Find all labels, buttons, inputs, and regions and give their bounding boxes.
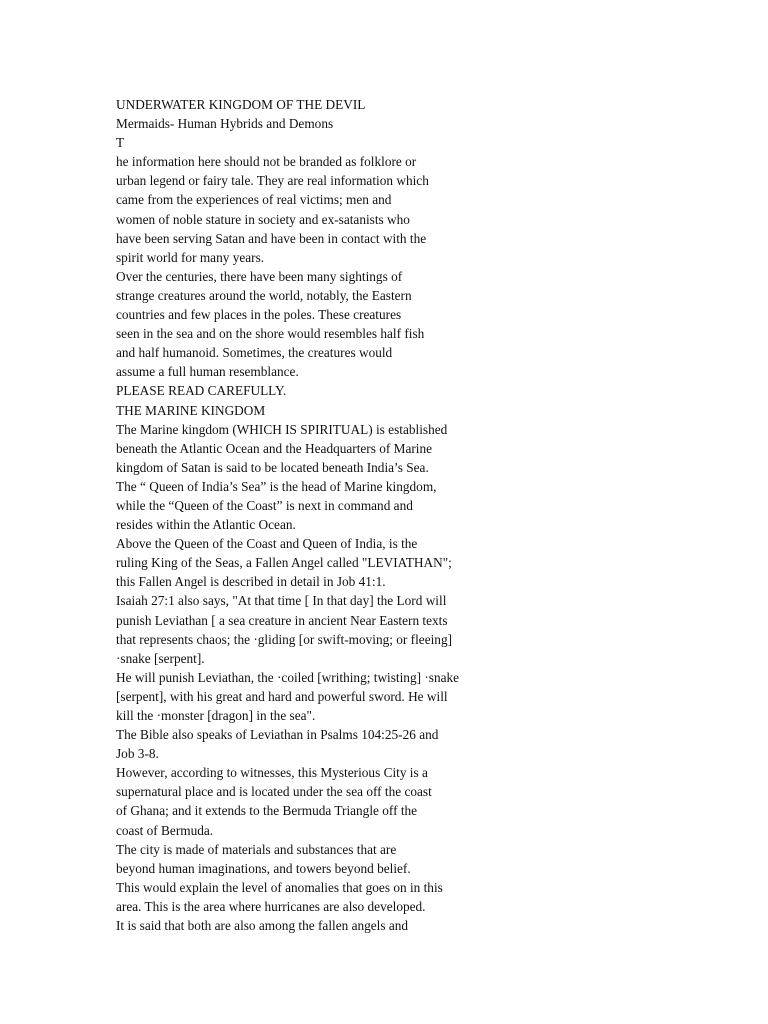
text-line: kill the ·monster [dragon] in the sea". — [116, 708, 316, 723]
section-heading: THE MARINE KINGDOM — [116, 402, 266, 418]
text-line: countries and few places in the poles. These creatures — [116, 307, 402, 323]
text-line: Isaiah 27:1 also says, "At that time [ In that day] the Lord will — [116, 593, 447, 609]
text-line: assume a full human resemblance. — [116, 364, 299, 380]
text-line: The “ Queen of India’s Sea” is the head of Marine kingdom, — [116, 478, 437, 494]
text-line: Over the centuries, there have been many sightings of — [116, 268, 403, 284]
text-line: seen in the sea and on the shore would resembles half fish — [116, 326, 425, 342]
text-line: kingdom of Satan is said to be located beneath India’s Sea. — [116, 459, 429, 475]
text-line: this Fallen Angel is described in detail in Job 41:1. — [116, 574, 386, 590]
text-line: This would explain the level of anomalies that goes on in this — [116, 879, 443, 895]
text-line: It is said that both are also among the fallen angels and — [116, 918, 409, 934]
text-line: Job 3-8. — [116, 746, 159, 762]
text-line: supernatural place and is located under the sea off the coast — [116, 784, 432, 800]
text-line: punish Leviathan [ a sea creature in ancient Near Eastern texts — [116, 612, 448, 628]
text-line: urban legend or fairy tale. They are real information which — [116, 173, 429, 189]
text-line: came from the experiences of real victims; men and — [116, 192, 392, 208]
text-line: beneath the Atlantic Ocean and the Headquarters of Marine — [116, 440, 433, 456]
text-line: resides within the Atlantic Ocean. — [116, 517, 296, 533]
section-heading: PLEASE READ CAREFULLY. — [116, 383, 287, 399]
text-line: ruling King of the Seas, a Fallen Angel called "LEVIATHAN"; — [116, 555, 452, 571]
document-subtitle: Mermaids- Human Hybrids and Demons — [116, 116, 334, 132]
text-line: strange creatures around the world, notably, the Eastern — [116, 287, 412, 303]
text-line: women of noble stature in society and ex-satanists who — [116, 211, 410, 227]
text-line: He will punish Leviathan, the ·coiled [writhing; twisting] ·snake — [116, 669, 460, 685]
text-line: spirit world for many years. — [116, 249, 265, 265]
text-line: The Bible also speaks of Leviathan in Psalms 104:25-26 and — [116, 727, 439, 743]
text-line: have been serving Satan and have been in contact with the — [116, 230, 427, 246]
text-line: of Ghana; and it extends to the Bermuda Triangle off the — [116, 803, 418, 819]
text-line: Above the Queen of the Coast and Queen of India, is the — [116, 536, 418, 552]
text-line: area. This is the area where hurricanes are also developed. — [116, 898, 426, 914]
text-line: that represents chaos; the ·gliding [or swift-moving; or fleeing] — [116, 631, 453, 647]
document-title: UNDERWATER KINGDOM OF THE DEVIL — [116, 97, 366, 112]
document-page — [116, 95, 736, 935]
text-line: However, according to witnesses, this Mysterious City is a — [116, 765, 428, 781]
text-line: ·snake [serpent]. — [116, 650, 205, 666]
text-line: and half humanoid. Sometimes, the creatures would — [116, 345, 393, 361]
text-line: The city is made of materials and substances that are — [116, 841, 397, 857]
text-line: The Marine kingdom (WHICH IS SPIRITUAL) is established — [116, 421, 448, 437]
text-line: beyond human imaginations, and towers beyond belief. — [116, 860, 411, 876]
text-line: [serpent], with his great and hard and powerful sword. He will — [116, 688, 448, 704]
drop-cap-letter: T — [116, 135, 125, 151]
text-line: while the “Queen of the Coast” is next in command and — [116, 497, 413, 513]
text-line: coast of Bermuda. — [116, 822, 214, 838]
text-line: he information here should not be branded as folklore or — [116, 154, 417, 170]
